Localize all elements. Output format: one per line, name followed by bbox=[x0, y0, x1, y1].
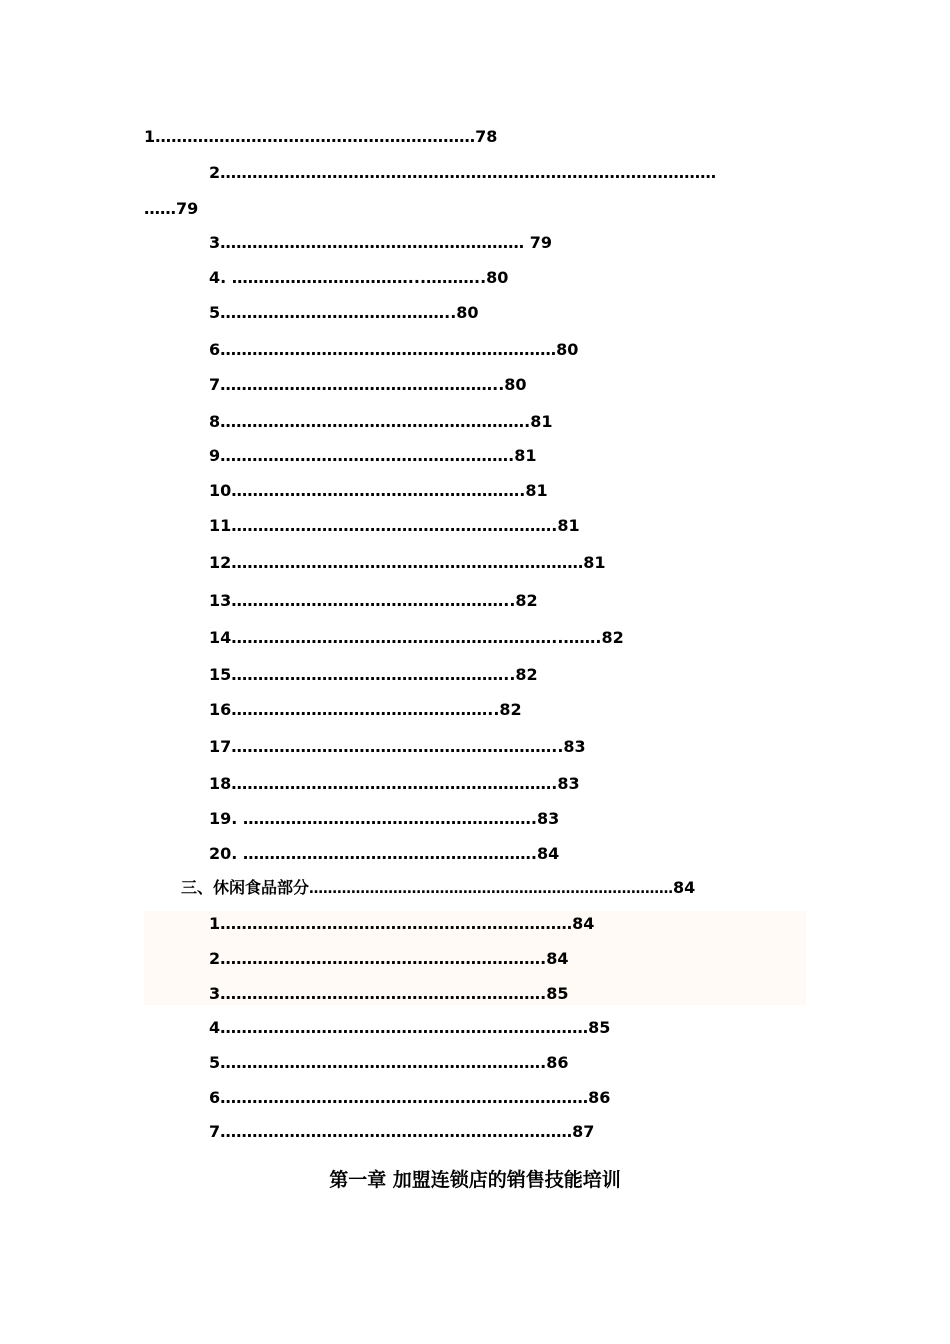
toc-entry-continuation: ……79 bbox=[144, 199, 199, 218]
toc-entry: 19. ……………………………………………….83 bbox=[209, 809, 560, 828]
section-title: 三、休闲食品部分 bbox=[181, 878, 310, 897]
toc-entry: 17……………………………………………………..83 bbox=[209, 737, 586, 756]
toc-entry: 2…………………………………………………….84 bbox=[209, 949, 569, 968]
toc-entry: 7…………………………………………………………87 bbox=[209, 1122, 595, 1141]
toc-entry: 18…………………………………………………….83 bbox=[209, 774, 580, 793]
toc-entry: 7……………………………………………..80 bbox=[209, 375, 527, 394]
toc-section-heading bbox=[181, 878, 695, 899]
section-page-number: 84 bbox=[673, 878, 696, 897]
toc-entry: 10……………………………………………….81 bbox=[209, 481, 548, 500]
toc-entry: 6……………………………………………………………86 bbox=[209, 1088, 611, 1107]
toc-entry: 3…………………………………………………….85 bbox=[209, 984, 569, 1003]
toc-entry: 5……………………………………..80 bbox=[209, 303, 479, 322]
toc-entry: 4. ……………………………...………..80 bbox=[209, 268, 509, 287]
toc-entry: 8………………………………………………….81 bbox=[209, 412, 553, 431]
toc-entry: 4……………………………………………………………85 bbox=[209, 1018, 611, 1037]
toc-entry: 6………………………………………………………80 bbox=[209, 340, 579, 359]
section-leader: …………………………………………………………………… bbox=[309, 881, 674, 897]
toc-entry: 16…………………………………………..82 bbox=[209, 700, 522, 719]
toc-entry: 12…………………………………………………………81 bbox=[209, 553, 606, 572]
toc-entry: 11…………………………………………………….81 bbox=[209, 516, 580, 535]
toc-entry: 5…………………………………………………….86 bbox=[209, 1053, 569, 1072]
toc-entry: 3………………………………………………… 79 bbox=[209, 233, 552, 252]
toc-entry: 20. ……………………………………………….84 bbox=[209, 844, 560, 863]
toc-entry: 14……………………………………………………..…….82 bbox=[209, 628, 624, 647]
toc-entry: 1…………………………………………………………84 bbox=[209, 914, 595, 933]
toc-entry: 2………………………………………………………………………………… bbox=[209, 163, 717, 182]
toc-entry: 9……………………………………………….81 bbox=[209, 446, 537, 465]
toc-entry: 15……………………………………………..82 bbox=[209, 665, 538, 684]
toc-entry: 13……………………………………………..82 bbox=[209, 591, 538, 610]
chapter-title: 第一章 加盟连锁店的销售技能培训 bbox=[329, 1169, 621, 1191]
toc-entry: 1……………………………………………………78 bbox=[144, 127, 498, 146]
